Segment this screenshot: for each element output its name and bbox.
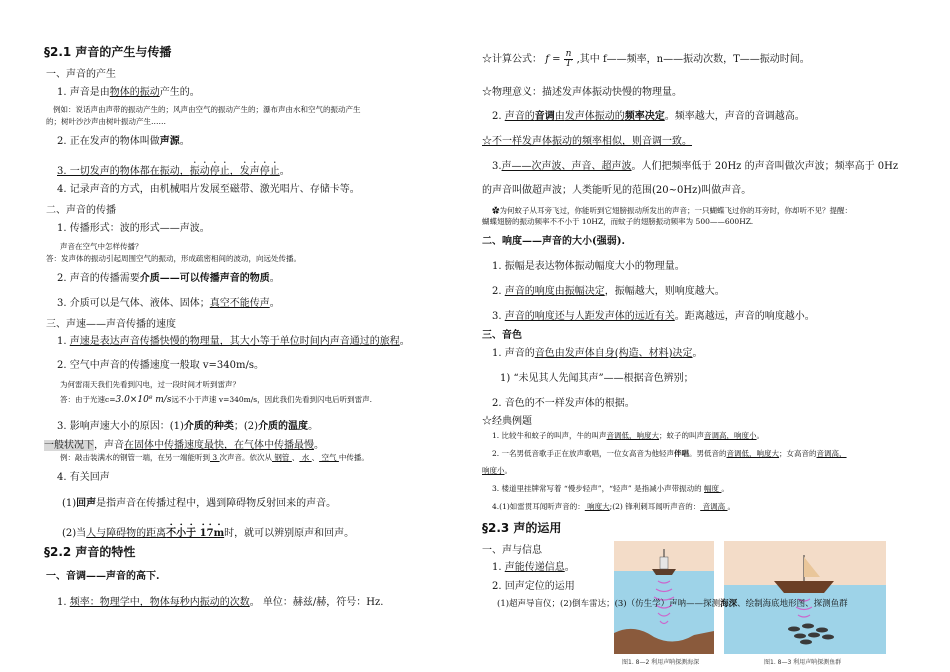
text: 中传播。 xyxy=(338,453,369,462)
text: 。 xyxy=(314,440,324,451)
heading-timbre: 三、音色 xyxy=(482,330,522,341)
text: ,其中 f——频率，n——振动次数，T——振动时间。 xyxy=(576,54,810,65)
section-title-2-3: §2.3 声的运用 xyxy=(482,521,562,535)
text: 2. 声音的传播需要 xyxy=(57,273,140,284)
text: 。距离越远，声音的响度越小。 xyxy=(674,311,815,322)
para-sound-types xyxy=(492,160,898,173)
para-pitch-2 xyxy=(492,110,805,123)
text: 2. 一名男低音歌手正在放声歌唱，一位女高音为他轻声 xyxy=(492,449,675,458)
text: 、绘制海底地形图、探测鱼群 xyxy=(737,599,848,609)
text-bold: 介质的温度 xyxy=(258,421,309,432)
text-bold: 介质——可以传播声音的物质 xyxy=(139,273,270,284)
para-echo: 4. 有关回声 xyxy=(57,472,110,483)
text: 。 xyxy=(269,273,280,284)
example-1 xyxy=(492,430,764,441)
para-1 xyxy=(57,86,200,99)
text: 。频率越大，声音的音调越高。 xyxy=(664,111,805,122)
heading-sound-origin: 一、声音的产生 xyxy=(46,69,116,80)
physical-meaning: ☆物理意义：描述发声体振动快慢的物理量。 xyxy=(482,87,682,98)
text-underlined: 空气 xyxy=(319,453,339,462)
text: 1. xyxy=(57,597,70,608)
text: 答：由于光速c= xyxy=(60,395,116,404)
text-underlined: 声能传递信息 xyxy=(504,562,565,573)
text: 3. 楼道里挂牌常写着 “慢步轻声”，“轻声” 是指减小声带振动的 xyxy=(492,484,705,493)
text: 1. 声音是由 xyxy=(57,87,110,98)
text-underlined: 3 xyxy=(210,453,220,462)
section-title-2-2: §2.2 声音的特性 xyxy=(44,545,136,559)
text: 。 xyxy=(727,502,735,511)
text-underlined: 由 xyxy=(554,111,565,122)
text: 3. xyxy=(492,161,502,172)
note-line-2: 蝴蝶翅膀的振动频率不不小于 10HZ，而蚊子的翅膀振动频率为 500——600HZ. xyxy=(482,217,754,226)
text-underlined: 钢管 xyxy=(272,453,292,462)
text: 。 xyxy=(564,562,575,573)
text: 1. xyxy=(492,562,505,573)
ship-icon xyxy=(652,569,676,575)
text: 是指声音在传播过程中，遇到障碍物反射回来的声音。 xyxy=(96,498,337,509)
boat-icon xyxy=(774,581,834,593)
example-2 xyxy=(492,448,847,459)
text-underlined: 声音的响度还与人距发声体的远近有关 xyxy=(504,311,675,322)
text-bold: 声源 xyxy=(159,136,180,147)
text-bold: 海深 xyxy=(720,599,738,609)
text: ；(2) xyxy=(233,421,259,432)
text: ；蚊子的叫声 xyxy=(659,431,705,440)
formula-line xyxy=(482,50,810,69)
text: 1. 声音的 xyxy=(492,348,535,359)
para-4: 4. 记录声音的方式，由机械唱片发展至磁带、激光唱片、存储卡等。 xyxy=(57,184,360,195)
example-line-2: 的；树叶沙沙声由树叶振动产生…… xyxy=(46,117,166,126)
heading-sound-info: 一、声与信息 xyxy=(482,545,542,556)
fraction xyxy=(564,50,574,69)
para-info-1 xyxy=(492,561,575,574)
text-underlined: 声速是表达声音传播快慢的物理量，其大小等于单位时间内声音通过的旅程 xyxy=(69,336,400,347)
text-underlined: 音调高 xyxy=(700,502,728,511)
text: ，振幅越大，则响度越大。 xyxy=(604,286,725,297)
text: ;(2) 锋利刺耳闻听声音的： xyxy=(609,502,701,511)
text-bold: 音调 xyxy=(534,111,555,122)
text-underlined: 音调低，响度大 xyxy=(726,449,780,458)
text-underlined: 频率：物理学中，物体每秒内振动的次数 xyxy=(69,597,250,608)
text-underlined: 响度大 xyxy=(584,502,610,511)
para-propagation-1: 1. 传播形式：波的形式——声波。 xyxy=(57,223,210,234)
text: 时，就可以辨别原声和回声。 xyxy=(224,528,355,539)
formula-lhs: f = xyxy=(545,54,561,65)
text-bold: 介质的种类 xyxy=(183,421,234,432)
text-underlined: 水 xyxy=(299,453,312,462)
text-emphasis: 不小于 17m xyxy=(166,528,225,539)
text: 、 xyxy=(291,453,300,462)
text: 。 xyxy=(399,336,410,347)
para-2 xyxy=(57,135,190,148)
text-underlined: 音色由发声体自身(构造、材料)决定 xyxy=(534,348,693,359)
text: ，声音 xyxy=(94,440,124,451)
text: 3. 影响声速大小的原因：(1) xyxy=(57,421,184,432)
text: (1) xyxy=(62,498,77,509)
text: 。人们把频率低于 20Hz 的声音叫做次声波；频率高于 0Hz xyxy=(631,161,899,172)
para-echo-1 xyxy=(62,497,336,510)
text: 次声音。依次从 xyxy=(219,453,273,462)
question-2: 为何雷雨天我们先看到闪电，过一段时间才听到雷声？ xyxy=(60,380,240,389)
heading-sound-speed: 三、声速——声音传播的速度 xyxy=(46,319,176,330)
text: 2. 正在发声的物体叫做 xyxy=(57,136,160,147)
text: 。 xyxy=(504,466,512,475)
text: 。 xyxy=(279,166,290,177)
para-3 xyxy=(57,160,290,178)
text: 例：敲击装满水的钢管一端，在另一端能听到 xyxy=(60,453,210,462)
heading-loudness: 二、响度——声音的大小(强弱). xyxy=(482,236,625,247)
example-steel-pipe xyxy=(60,452,369,463)
text: 3. 介质可以是气体、液体、固体； xyxy=(57,298,210,309)
text-underlined: 音调高，响度小 xyxy=(704,431,757,440)
text: (1)超声导盲仪；(2)倒车雷达；(3)（仿生学）声呐——探测 xyxy=(497,599,721,609)
para-loudness-1: 1. 振幅是表达物体振动幅度大小的物理量。 xyxy=(492,261,685,272)
text: 。 单位：赫兹/赫，符号：Hz. xyxy=(249,597,384,608)
text-bold: 回声 xyxy=(76,498,97,509)
denominator: T xyxy=(565,59,572,69)
example-line-1: 例如：说话声由声带的振动产生的；风声由空气的振动产生的；瀑布声由水和空气的振动产生 xyxy=(53,105,361,114)
text-underlined: 真空不能传声 xyxy=(209,298,270,309)
text-underlined: 声——次声波、声音、超声波 xyxy=(501,161,632,172)
heading-sound-propagation: 二、声音的传播 xyxy=(46,205,116,216)
para-speed-general xyxy=(44,439,324,452)
text: 。 xyxy=(269,298,280,309)
ship-cabin xyxy=(660,557,668,569)
para-timbre-3: 2. 音色的不一样发声体的根据。 xyxy=(492,398,635,409)
text-underlined: 声音的 xyxy=(504,111,535,122)
text-underlined: 人与障碍物的距离 xyxy=(86,528,167,539)
text-bold: 频率决定 xyxy=(624,111,665,122)
para-loudness-3 xyxy=(492,310,815,323)
example-2-cont xyxy=(482,465,512,476)
figure-caption-2: 图1. 8—3 利用声呐探测鱼群 xyxy=(764,659,842,666)
text-underlined: 幅度 xyxy=(704,484,722,493)
text: 1. xyxy=(57,336,70,347)
para-timbre-2: 1) “未见其人先闻其声”——根据音色辨别； xyxy=(500,373,694,384)
para-frequency xyxy=(57,596,383,609)
text: 2. xyxy=(492,111,505,122)
example-3 xyxy=(492,483,729,494)
text: 。 xyxy=(692,348,703,359)
text-underlined: 在固体中传播速度最快，在气体中传播最慢 xyxy=(124,440,314,451)
para-sound-types-cont: 的声音叫做超声波；人类能听见的范围(20~0Hz)叫做声音。 xyxy=(482,185,752,196)
text-underlined: 音调低，响度大 xyxy=(606,431,660,440)
text: 3. xyxy=(492,311,505,322)
para-propagation-3 xyxy=(57,297,280,310)
sonar-depth-figure xyxy=(614,541,714,654)
heading-examples: ☆经典例题 xyxy=(482,416,532,427)
text-underlined: 声音的响度由振幅决定 xyxy=(504,286,605,297)
figure-caption-1: 图1. 8—2 利用声呐探测海深 xyxy=(622,659,700,666)
different-sources: ☆不一样发声体振动的频率相似，则音调一致。 xyxy=(482,136,692,147)
numerator: n xyxy=(565,49,572,59)
para-info-3 xyxy=(497,599,848,610)
text-underlined: 3. 一切发声的物体都在振动， xyxy=(57,166,190,177)
text: ；女高音的 xyxy=(779,449,817,458)
text-bold: 伴唱 xyxy=(674,449,690,458)
text-emphasis: 振动停止，发声停止 xyxy=(189,166,280,177)
text-underlined: 物体的振动 xyxy=(109,87,160,98)
text: 2. xyxy=(492,286,505,297)
answer-1: 答：发声体的振动引起周围空气的振动，形成疏密相间的波动，向远处传播。 xyxy=(46,254,301,263)
text: 。 xyxy=(756,431,765,440)
note-line-1: ✿为何蚊子从耳旁飞过，你能听到它翅膀振动所发出的声音；一只蝴蝶飞过你的耳旁时，你却听不见？提醒： xyxy=(492,206,852,215)
text: 。 xyxy=(179,136,190,147)
text: 。 xyxy=(721,484,729,493)
question-1: 声音在空气中怎样传播？ xyxy=(60,242,143,251)
para-propagation-2 xyxy=(57,272,280,285)
sonar-fish-figure xyxy=(724,541,886,654)
para-info-2: 2. 回声定位的运用 xyxy=(492,581,575,592)
para-loudness-2 xyxy=(492,285,725,298)
text: 。 xyxy=(308,421,319,432)
para-echo-2 xyxy=(62,522,354,540)
para-speed-3 xyxy=(57,420,318,433)
para-speed-1 xyxy=(57,335,410,348)
formula: 3.0×10⁸ m/s xyxy=(115,395,172,405)
text: 远不小于声速 v=340m/s，因此我们先看到闪电后听到雷声. xyxy=(171,395,373,404)
section-title-2-1: §2.1 声音的产生与传播 xyxy=(44,45,172,59)
text: 产生的。 xyxy=(159,87,200,98)
text-underlined: 音调高， xyxy=(816,449,847,458)
text: 、 xyxy=(311,453,320,462)
heading-pitch: 一、音调——声音的高下. xyxy=(46,571,160,582)
example-4 xyxy=(492,501,735,512)
text: (2)当 xyxy=(62,528,87,539)
answer-2 xyxy=(60,394,372,406)
text: 4.(1)如雷贯耳闻听声音的： xyxy=(492,502,585,511)
para-timbre-1 xyxy=(492,347,703,360)
text: ☆计算公式： xyxy=(482,54,542,65)
text-highlight: 一般状况下 xyxy=(44,440,94,451)
text-underlined: 响度小 xyxy=(482,466,505,475)
text: 1. 比较牛和蚊子的叫声，牛的叫声 xyxy=(492,431,607,440)
text-underlined: 发声体振动的 xyxy=(564,111,625,122)
text: 。男低音的 xyxy=(689,449,727,458)
para-speed-2: 2. 空气中声音的传播速度一般取 v=340m/s。 xyxy=(57,360,264,371)
